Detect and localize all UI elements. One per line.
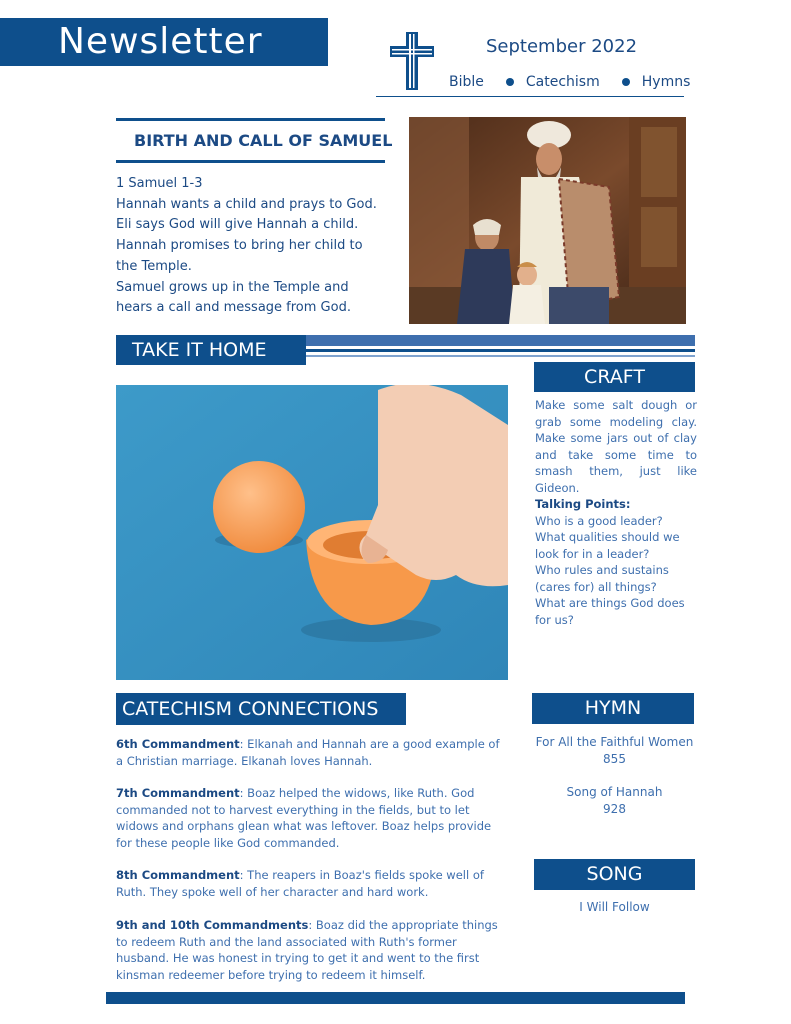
talking-point: Who is a good leader? bbox=[535, 513, 663, 528]
catechism-item bbox=[116, 917, 501, 983]
story-bottom-rule bbox=[116, 160, 385, 163]
story-line: Hannah wants a child and prays to God. bbox=[116, 196, 377, 212]
header-divider bbox=[376, 96, 684, 97]
issue-date: September 2022 bbox=[486, 36, 638, 57]
hymn-number: 928 bbox=[603, 802, 626, 816]
take-it-home-heading: TAKE IT HOME bbox=[116, 335, 306, 365]
hymn-heading: HYMN bbox=[532, 693, 694, 724]
story-line: Samuel grows up in the Temple and bbox=[116, 279, 349, 295]
story-top-rule bbox=[116, 118, 385, 121]
story-line: the Temple. bbox=[116, 258, 192, 274]
hymn-title: For All the Faithful Women bbox=[535, 735, 694, 749]
bullet-icon bbox=[506, 78, 514, 86]
commandment-text: : The reapers in Boaz's fields spoke well of Ruth. They spoke well of her character and hard work. bbox=[116, 868, 484, 899]
nav-item-bible: Bible bbox=[449, 74, 484, 90]
craft-heading: CRAFT bbox=[534, 362, 695, 392]
hymn-title: Song of Hannah bbox=[566, 785, 663, 799]
song-list bbox=[534, 900, 695, 914]
commandment-label: 9th and 10th Commandments bbox=[116, 918, 309, 932]
catechism-item bbox=[116, 867, 501, 900]
song-heading: SONG bbox=[534, 859, 695, 890]
hymn-number: 855 bbox=[603, 752, 626, 766]
hymn-list bbox=[532, 734, 697, 818]
talking-points-heading: Talking Points: bbox=[535, 497, 631, 511]
talking-point: What qualities should we look for in a leader? bbox=[535, 530, 680, 561]
commandment-text: : Boaz helped the widows, like Ruth. God commanded not to harvest everything in the fields, but to let widows and orphans glean what was leftover. Boaz helps provide for these people like God commanded. bbox=[116, 786, 492, 850]
nav-item-catechism: Catechism bbox=[525, 74, 600, 90]
catechism-item bbox=[116, 785, 501, 851]
song-title: I Will Follow bbox=[579, 900, 650, 914]
story-line: Hannah promises to bring her child to bbox=[116, 238, 363, 254]
talking-point: What are things God does for us? bbox=[535, 596, 685, 627]
story-title: BIRTH AND CALL OF SAMUEL bbox=[134, 131, 393, 150]
bullet-icon bbox=[622, 78, 630, 86]
footer-bar bbox=[106, 992, 685, 1004]
craft-instructions: Make some salt dough or grab some modeling clay. Make some jars out of clay and take some time to smash them, just like Gideon. bbox=[535, 398, 697, 495]
catechism-heading: CATECHISM CONNECTIONS bbox=[116, 693, 406, 725]
decorative-stripe bbox=[306, 355, 695, 357]
story-summary bbox=[116, 174, 396, 319]
commandment-label: 8th Commandment bbox=[116, 868, 240, 882]
cross-logo-icon bbox=[388, 30, 436, 92]
commandment-text: : Elkanah and Hannah are a good example of a Christian marriage. Elkanah loves Hannah. bbox=[116, 737, 500, 768]
catechism-item bbox=[116, 736, 501, 769]
story-line: Eli says God will give Hannah a child. bbox=[116, 217, 359, 233]
talking-point: Who rules and sustains (cares for) all things? bbox=[535, 563, 669, 594]
decorative-stripe bbox=[306, 349, 695, 352]
samuel-painting-image bbox=[409, 117, 686, 324]
nav-item-hymns: Hymns bbox=[641, 74, 691, 90]
section-nav bbox=[449, 74, 690, 90]
talking-points bbox=[535, 496, 700, 628]
commandment-label: 7th Commandment bbox=[116, 786, 240, 800]
story-line: hears a call and message from God. bbox=[116, 300, 351, 316]
newsletter-title: Newsletter bbox=[0, 18, 328, 66]
commandment-label: 6th Commandment bbox=[116, 737, 240, 751]
decorative-stripe bbox=[306, 335, 695, 346]
commandment-text: : Boaz did the appropriate things to redeem Ruth and the land associated with Ruth's former husband. He was honest in trying to get it and went to the first kinsman redeemer before trying to redeem it himself. bbox=[116, 918, 498, 982]
clay-jar-photo bbox=[116, 385, 508, 680]
story-reference: 1 Samuel 1-3 bbox=[116, 176, 203, 191]
